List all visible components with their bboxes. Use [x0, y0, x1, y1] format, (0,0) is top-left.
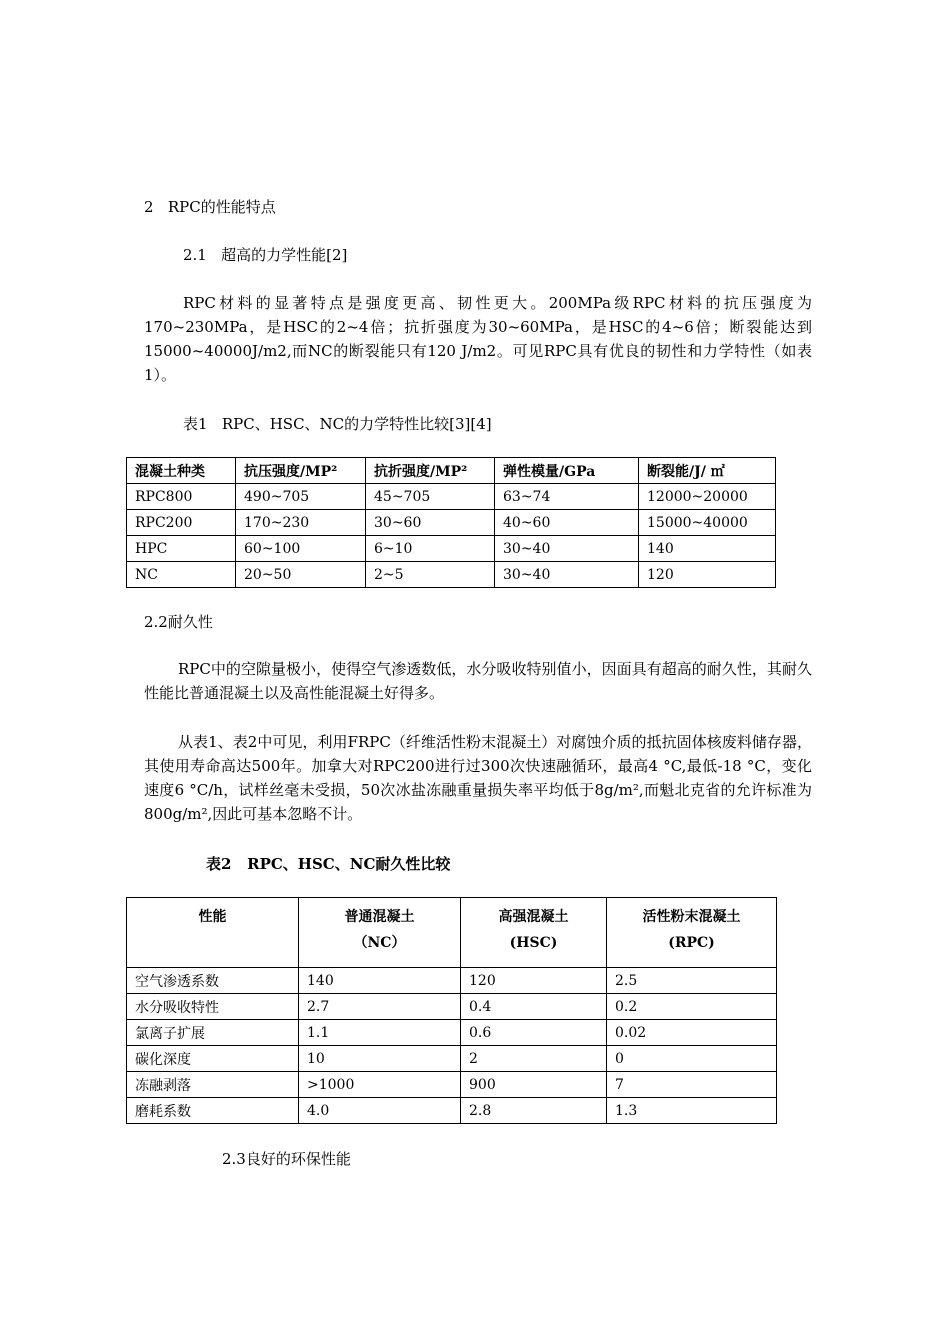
table-cell: 冻融剥落 [127, 1072, 299, 1098]
table-cell: 10 [299, 1046, 461, 1072]
table-1-caption: 表1 RPC、HSC、NC的力学特性比较[3][4] [183, 415, 492, 433]
table-cell: 7 [607, 1072, 777, 1098]
table-header-cell: 混凝土种类 [127, 458, 236, 484]
table-row [127, 1098, 777, 1124]
table-cell: 0.02 [607, 1020, 777, 1046]
table-cell: 63~74 [495, 484, 639, 510]
table-cell: 140 [299, 968, 461, 994]
table-cell: 水分吸收特性 [127, 994, 299, 1020]
section-2-2-paragraph-1: RPC中的空隙量极小，使得空气渗透数低，水分吸收特别值小，因面具有超高的耐久性，其耐久性能比普通混凝土以及高性能混凝土好得多。 [144, 660, 812, 702]
table-cell: 15000~40000 [639, 510, 776, 536]
table-cell: 0.4 [461, 994, 607, 1020]
table-cell: 氯离子扩展 [127, 1020, 299, 1046]
table-cell: 120 [461, 968, 607, 994]
table-header-row [127, 458, 776, 484]
table-row [127, 1072, 777, 1098]
header-line: 性能 [198, 909, 227, 925]
table-cell: 30~40 [495, 536, 639, 562]
header-line: 普通混凝土 [344, 909, 415, 925]
table-row [127, 1020, 777, 1046]
table-cell: 170~230 [236, 510, 366, 536]
table-cell: 1.1 [299, 1020, 461, 1046]
table-cell: NC [127, 562, 236, 588]
header-line: (HSC) [509, 935, 558, 951]
table-cell: 120 [639, 562, 776, 588]
header-line: 活性粉末混凝土 [642, 909, 741, 925]
section-2-2-heading: 2.2耐久性 [144, 613, 213, 631]
table-cell: 2.8 [461, 1098, 607, 1124]
header-line: (RPC) [668, 935, 715, 951]
table-header-cell [607, 898, 777, 968]
section-2-1-paragraph: RPC材料的显著特点是强度更高、韧性更大。200MPa级RPC材料的抗压强度为170~230MPa，是HSC的2~4倍；抗折强度为30~60MPa，是HSC的4~6倍；断裂能达到15000~40000J/m2,而NC的断裂能只有120 J/m2。可见RPC具有优良的韧性和力学特性（如表1）。 [144, 294, 812, 384]
table-row [127, 1046, 777, 1072]
table-cell: 2.5 [607, 968, 777, 994]
table-cell: 45~705 [366, 484, 495, 510]
table-cell: 140 [639, 536, 776, 562]
table-cell: 490~705 [236, 484, 366, 510]
section-2-1-heading: 2.1 超高的力学性能[2] [183, 246, 348, 264]
table-header-cell: 弹性模量/GPa [495, 458, 639, 484]
table-row [127, 484, 776, 510]
table-cell: 2~5 [366, 562, 495, 588]
header-line: 高强混凝土 [498, 909, 569, 925]
table-cell: >1000 [299, 1072, 461, 1098]
table-header-row [127, 898, 777, 968]
table-cell: HPC [127, 536, 236, 562]
section-2-2-paragraph-2: 从表1、表2中可见，利用FRPC（纤维活性粉末混凝土）对腐蚀介质的抵抗固体核废料储存器，其使用寿命高达500年。加拿大对RPC200进行过300次快速融循环，最高4 °C,最低-18 °C，变化速度6 °C/h，试样丝毫未受损，50次冰盐冻融重量损失率平均低于8g/m²,而魁北克省的允许标准为800g/m²,因此可基本忽略不计。 [144, 733, 812, 823]
table-cell: 6~10 [366, 536, 495, 562]
table-cell: RPC800 [127, 484, 236, 510]
table-cell: 20~50 [236, 562, 366, 588]
table-header-cell [299, 898, 461, 968]
table-cell: 4.0 [299, 1098, 461, 1124]
table-header-cell [127, 898, 299, 968]
section-2-heading: 2 RPC的性能特点 [144, 198, 276, 216]
table-cell: 空气渗透系数 [127, 968, 299, 994]
table-cell: 0.2 [607, 994, 777, 1020]
table-header-cell [461, 898, 607, 968]
table-2-caption: 表2 RPC、HSC、NC耐久性比较 [206, 855, 451, 873]
table-cell: 30~60 [366, 510, 495, 536]
table-cell: 磨耗系数 [127, 1098, 299, 1124]
header-line: （NC） [353, 935, 406, 951]
table-row [127, 562, 776, 588]
table-2 [126, 897, 777, 1124]
table-cell: 30~40 [495, 562, 639, 588]
table-cell: 0 [607, 1046, 777, 1072]
table-header-cell: 抗压强度/MP² [236, 458, 366, 484]
table-cell: RPC200 [127, 510, 236, 536]
table-cell: 60~100 [236, 536, 366, 562]
table-1 [126, 457, 776, 588]
table-cell: 0.6 [461, 1020, 607, 1046]
table-row [127, 994, 777, 1020]
section-2-3-heading: 2.3良好的环保性能 [222, 1150, 351, 1168]
table-cell: 40~60 [495, 510, 639, 536]
table-cell: 2 [461, 1046, 607, 1072]
table-row [127, 968, 777, 994]
table-header-cell: 断裂能/J/ ㎡ [639, 458, 776, 484]
table-header-cell: 抗折强度/MP² [366, 458, 495, 484]
table-cell: 900 [461, 1072, 607, 1098]
table-cell: 2.7 [299, 994, 461, 1020]
table-cell: 碳化深度 [127, 1046, 299, 1072]
table-cell: 1.3 [607, 1098, 777, 1124]
table-cell: 12000~20000 [639, 484, 776, 510]
table-row [127, 510, 776, 536]
table-row [127, 536, 776, 562]
